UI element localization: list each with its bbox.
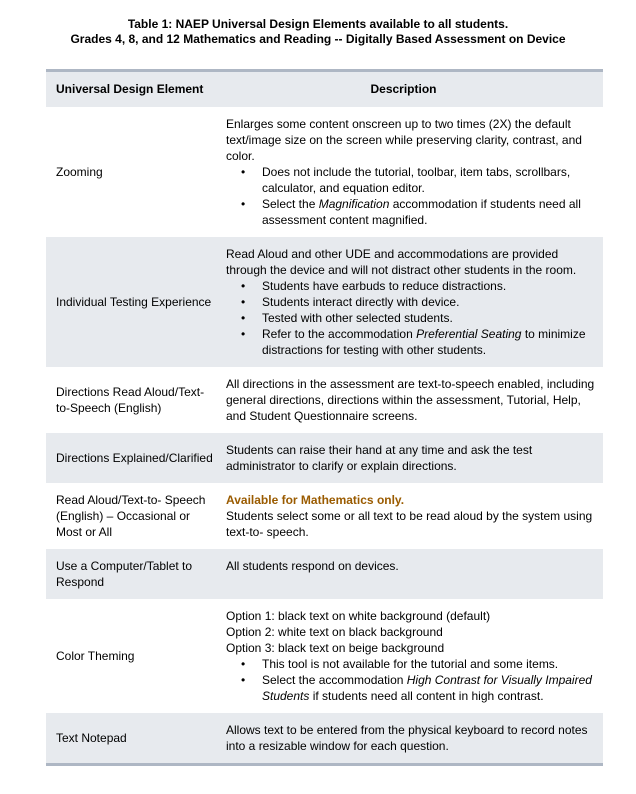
element-label: Zooming	[56, 165, 103, 179]
table-row	[46, 107, 603, 237]
description-paragraph	[226, 508, 601, 540]
bullet-item	[226, 656, 601, 672]
bullet-item	[226, 164, 601, 196]
text-run: All students respond on devices.	[226, 559, 399, 573]
description-cell	[214, 599, 603, 713]
text-run: Read Aloud and other UDE and accommodations are provided through the device and will not distract other students in the room.	[226, 247, 577, 277]
header-description-cell: Description	[370, 82, 437, 96]
text-run: Allows text to be entered from the physical keyboard to record notes into a resizable window for each question.	[226, 723, 588, 753]
text-run: Option 3: black text on beige background	[226, 641, 445, 655]
element-cell	[46, 367, 214, 433]
description-cell	[214, 237, 603, 367]
text-run: Available for Mathematics only.	[226, 493, 405, 507]
text-run: Students have earbuds to reduce distractions.	[262, 279, 507, 293]
table-row	[46, 367, 603, 433]
text-run: to minimize distractions for testing with other students.	[262, 327, 586, 357]
text-run: High Contrast for Visually Impaired Students	[262, 673, 592, 703]
text-run: Students interact directly with device.	[262, 295, 460, 309]
element-label: Use a Computer/Tablet to Respond	[56, 559, 193, 589]
element-cell	[46, 237, 214, 367]
text-run: Does not include the tutorial, toolbar, item tabs, scrollbars, calculator, and equation editor.	[262, 165, 571, 195]
text-run: accommodation if students need all assessment content magnified.	[262, 197, 581, 227]
bullet-item	[226, 278, 601, 294]
page-title-line2: Grades 4, 8, and 12 Mathematics and Reading -- Digitally Based Assessment on Device	[70, 32, 566, 46]
description-paragraph	[226, 640, 601, 656]
description-cell	[214, 107, 603, 237]
description-cell	[214, 367, 603, 433]
element-cell	[46, 549, 214, 599]
element-label: Color Theming	[56, 649, 135, 663]
description-cell	[214, 433, 603, 483]
table-row	[46, 713, 603, 766]
ude-table	[46, 69, 603, 766]
description-paragraph	[226, 376, 601, 424]
text-run: Magnification	[318, 197, 390, 211]
element-cell	[46, 483, 214, 549]
table-body	[46, 107, 603, 766]
text-run: Students can raise their hand at any time and ask the test administrator to clarify or explain directions.	[226, 443, 533, 473]
text-run: Refer to the accommodation	[262, 327, 417, 341]
text-run: All directions in the assessment are text-to-speech enabled, including general directions, directions within the assessment, Tutorial, Help, and Student Questionnaire screens.	[226, 377, 595, 423]
description-cell	[214, 713, 603, 763]
element-label: Read Aloud/Text-to- Speech (English) – Occasional or Most or All	[56, 493, 206, 539]
text-run: Preferential Seating	[416, 327, 522, 341]
table-row	[46, 433, 603, 483]
element-label: Directions Read Aloud/Text-to-Speech (English)	[56, 385, 205, 415]
description-paragraph	[226, 608, 601, 624]
description-paragraph	[226, 558, 601, 574]
bullet-list	[226, 278, 601, 358]
bullet-list	[226, 656, 601, 704]
bullet-item	[226, 294, 601, 310]
page-title-line1: Table 1: NAEP Universal Design Elements available to all students.	[127, 17, 509, 31]
table-row	[46, 549, 603, 599]
text-run: Select the accommodation	[262, 673, 407, 687]
description-paragraph	[226, 442, 601, 474]
element-cell	[46, 713, 214, 763]
text-run: if students need all content in high contrast.	[309, 689, 544, 703]
text-run: Select the	[262, 197, 319, 211]
header-element-cell: Universal Design Element	[56, 82, 204, 96]
bullet-item	[226, 326, 601, 358]
description-cell	[214, 549, 603, 599]
element-label: Text Notepad	[56, 731, 127, 745]
bullet-item	[226, 196, 601, 228]
description-cell	[214, 483, 603, 549]
element-label: Individual Testing Experience	[56, 295, 212, 309]
table-header-row	[46, 69, 603, 107]
description-paragraph	[226, 116, 601, 164]
element-cell	[46, 433, 214, 483]
text-run: This tool is not available for the tutorial and some items.	[262, 657, 559, 671]
description-paragraph	[226, 246, 601, 278]
bullet-list	[226, 164, 601, 228]
element-cell	[46, 599, 214, 713]
element-label: Directions Explained/Clarified	[56, 451, 213, 465]
bullet-item	[226, 310, 601, 326]
text-run: Tested with other selected students.	[262, 311, 453, 325]
text-run: Option 1: black text on white background (default)	[226, 609, 491, 623]
element-cell	[46, 107, 214, 237]
description-paragraph	[226, 722, 601, 754]
bullet-item	[226, 672, 601, 704]
table-row	[46, 237, 603, 367]
description-paragraph	[226, 492, 601, 508]
table-row	[46, 599, 603, 713]
text-run: Option 2: white text on black background	[226, 625, 443, 639]
text-run: Students select some or all text to be read aloud by the system using text-to- speech.	[226, 509, 593, 539]
page-title	[0, 0, 636, 47]
description-paragraph	[226, 624, 601, 640]
text-run: Enlarges some content onscreen up to two times (2X) the default text/image size on the screen while preserving clarity, contrast, and color.	[226, 117, 582, 163]
table-row	[46, 483, 603, 549]
